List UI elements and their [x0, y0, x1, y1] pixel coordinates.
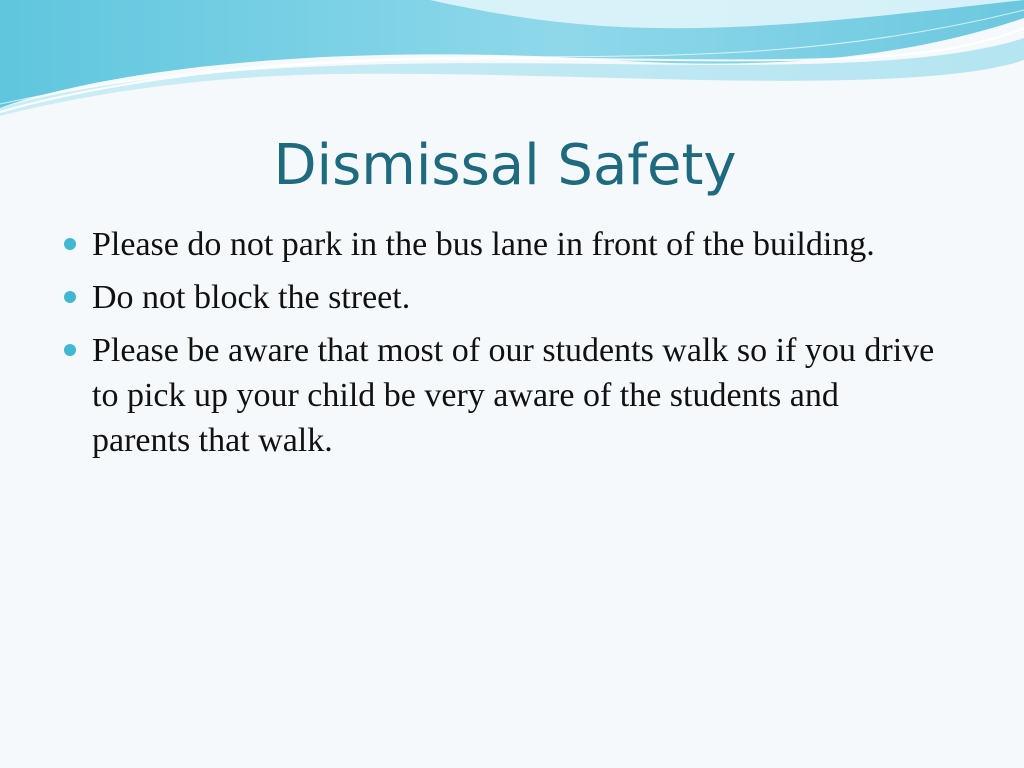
bullet-dot-icon	[64, 238, 76, 250]
bullet-item	[92, 328, 942, 463]
slide-title: Dismissal Safety	[273, 133, 737, 198]
wave-banner	[0, 0, 1024, 120]
bullet-list	[92, 222, 942, 471]
bullet-dot-icon	[64, 291, 76, 303]
bullet-text: Please be aware that most of our students walk so if you drive to pick up your child be very aware of the students and parents that walk.	[92, 332, 935, 459]
bullet-item	[92, 222, 942, 267]
bullet-dot-icon	[64, 344, 76, 356]
bullet-text: Please do not park in the bus lane in front of the building.	[92, 226, 875, 263]
bullet-text: Do not block the street.	[92, 279, 411, 316]
bullet-item	[92, 275, 942, 320]
